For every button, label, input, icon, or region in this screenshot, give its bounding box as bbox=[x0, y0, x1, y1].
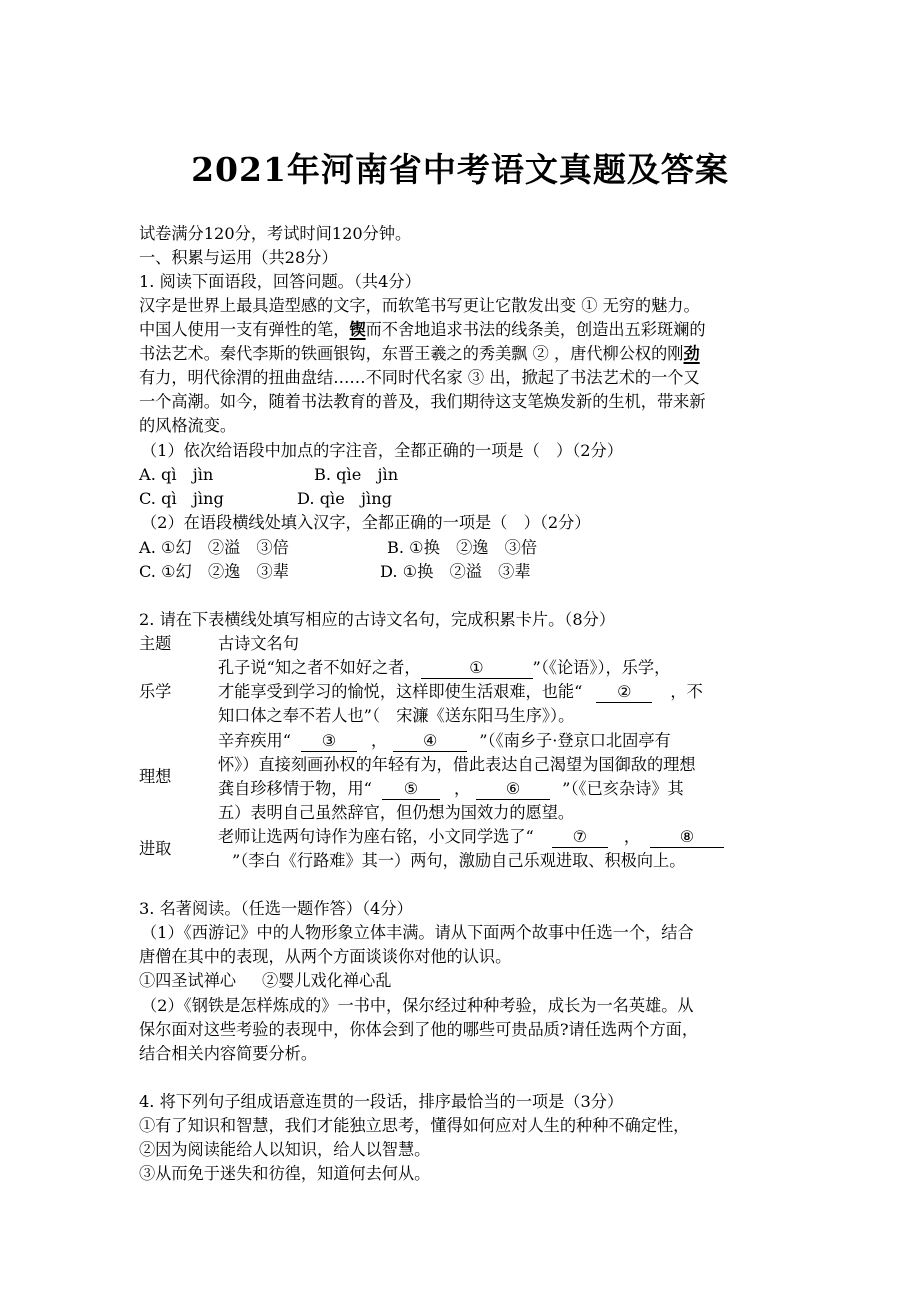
option-c: C. qì jìng bbox=[139, 489, 224, 508]
blank-line: ① bbox=[421, 658, 533, 679]
blank-3: ③ bbox=[467, 368, 485, 387]
blank-line: ⑤ bbox=[382, 779, 440, 800]
passage-line: 一个高潮。如今，随着书法教育的普及，我们期待这支笔焕发新的生机，带来新 bbox=[139, 392, 706, 411]
dotted-char: 劲 bbox=[683, 344, 700, 363]
blank-line: ⑥ bbox=[476, 779, 550, 800]
question-1-stem: 1. 阅读下面语段，回答问题。（共4分） bbox=[139, 272, 421, 291]
table-line: 知口体之奉不若人也”（ 宋濂《送东阳马生序》）。 bbox=[218, 706, 575, 725]
option-b: B. qìe jìn bbox=[314, 465, 399, 484]
blank-1: ① bbox=[581, 296, 598, 315]
table-line: 怀》）直接刻画孙权的年轻有为，借此表达自己渴望为国御敌的理想 bbox=[218, 755, 696, 774]
sentence-item: ②因为阅读能给人以知识，给人以智慧。 bbox=[139, 1140, 431, 1159]
story-option: ①四圣试禅心 bbox=[139, 971, 237, 990]
passage-line: 中国人使用一支有弹性的笔，锲而不舍地追求书法的线条美，创造出五彩斑斓的 bbox=[139, 320, 706, 339]
sub-question-1: （1）依次给语段中加点的字注音，全都正确的一项是（ ）（2分） bbox=[141, 441, 623, 460]
story-option: ②婴儿戏化禅心乱 bbox=[262, 971, 392, 990]
blank-2: ② bbox=[532, 344, 549, 363]
blank-line: ③ bbox=[301, 731, 357, 752]
sentence-item: ③从而免于迷失和彷徨，知道何去何从。 bbox=[139, 1164, 431, 1183]
question-text: 结合相关内容简要分析。 bbox=[139, 1044, 318, 1063]
question-text: 保尔面对这些考验的表现中，你体会到了他的哪些可贵品质?请任选两个方面， bbox=[139, 1020, 699, 1039]
dotted-char: 锲 bbox=[349, 320, 366, 339]
table-header-content: 古诗文名句 bbox=[218, 634, 299, 653]
theme-label: 理想 bbox=[139, 767, 172, 786]
blank-line: ④ bbox=[393, 731, 467, 752]
blank-line: ⑦ bbox=[552, 827, 608, 848]
option-a: A. qì jìn bbox=[139, 465, 214, 484]
theme-label: 乐学 bbox=[139, 682, 172, 701]
passage-line: 书法艺术。秦代李斯的铁画银钩，东晋王羲之的秀美飘 ② ，唐代柳公权的刚劲 bbox=[139, 344, 700, 363]
table-line: 老师让选两句诗作为座右铭，小文同学选了“ ⑦ ， ⑧ bbox=[218, 825, 778, 849]
passage-line: 的风格流变。 bbox=[139, 416, 237, 435]
question-4-stem: 4. 将下列句子组成语意连贯的一段话，排序最恰当的一项是（3分） bbox=[139, 1092, 624, 1111]
question-text: 唐僧在其中的表现，从两个方面谈谈你对他的认识。 bbox=[139, 947, 512, 966]
option-a: A. ①幻 ②溢 ③倍 bbox=[139, 538, 289, 557]
table-line: 辛弃疾用“ ③ ， ④ ”（《南乡子·登京口北固亭有 bbox=[218, 731, 671, 750]
section-heading: 一、积累与运用（共28分） bbox=[139, 248, 338, 267]
table-line: 孔子说“知之者不如好之者， ① ”（《论语》），乐学， bbox=[218, 658, 671, 677]
question-2-stem: 2. 请在下表横线处填写相应的古诗文名句，完成积累卡片。（8分） bbox=[139, 610, 616, 629]
sub-question-2: （2）在语段横线处填入汉字，全都正确的一项是（ ）（2分） bbox=[141, 513, 591, 532]
table-line: 五）表明自己虽然辞官，但仍想为国效力的愿望。 bbox=[218, 803, 575, 822]
option-d: D. qìe jìng bbox=[297, 489, 392, 508]
blank-line: ⑧ bbox=[650, 827, 724, 848]
table-line: ”（李白《行路难》其一）两句，激励自己乐观进取、积极向上。 bbox=[232, 851, 686, 870]
exam-info: 试卷满分120分，考试时间120分钟。 bbox=[139, 224, 412, 243]
question-3-stem: 3. 名著阅读。（任选一题作答）（4分） bbox=[139, 899, 413, 918]
passage-line: 有力，明代徐渭的扭曲盘结……不同时代名家 ③ 出，掀起了书法艺术的一个又 bbox=[139, 368, 700, 387]
sentence-item: ①有了知识和智慧，我们才能独立思考，懂得如何应对人生的种种不确定性， bbox=[139, 1116, 690, 1135]
table-line: 才能享受到学习的愉悦，这样即使生活艰难，也能“ ② ，不 bbox=[218, 682, 703, 701]
sub-question-2: （2）《钢铁是怎样炼成的》一书中，保尔经过种种考验，成长为一名英雄。从 bbox=[141, 996, 694, 1015]
blank-line: ② bbox=[596, 682, 652, 703]
option-c: C. ①幻 ②逸 ③辈 bbox=[139, 562, 289, 581]
page-title: 2021年河南省中考语文真题及答案 bbox=[191, 150, 729, 189]
passage-line: 汉字是世界上最具造型感的文字，而软笔书写更让它散发出变 ① 无穷的魅力。 bbox=[139, 296, 700, 315]
option-d: D. ①换 ②溢 ③辈 bbox=[380, 562, 531, 581]
option-b: B. ①换 ②逸 ③倍 bbox=[387, 538, 538, 557]
table-header-theme: 主题 bbox=[139, 634, 172, 653]
theme-label: 进取 bbox=[139, 839, 172, 858]
sub-question-1: （1）《西游记》中的人物形象立体丰满。请从下面两个故事中任选一个，结合 bbox=[141, 923, 694, 942]
table-line: 龚自珍移情于物，用“ ⑤ ， ⑥ ”（《已亥杂诗》其 bbox=[218, 779, 684, 798]
